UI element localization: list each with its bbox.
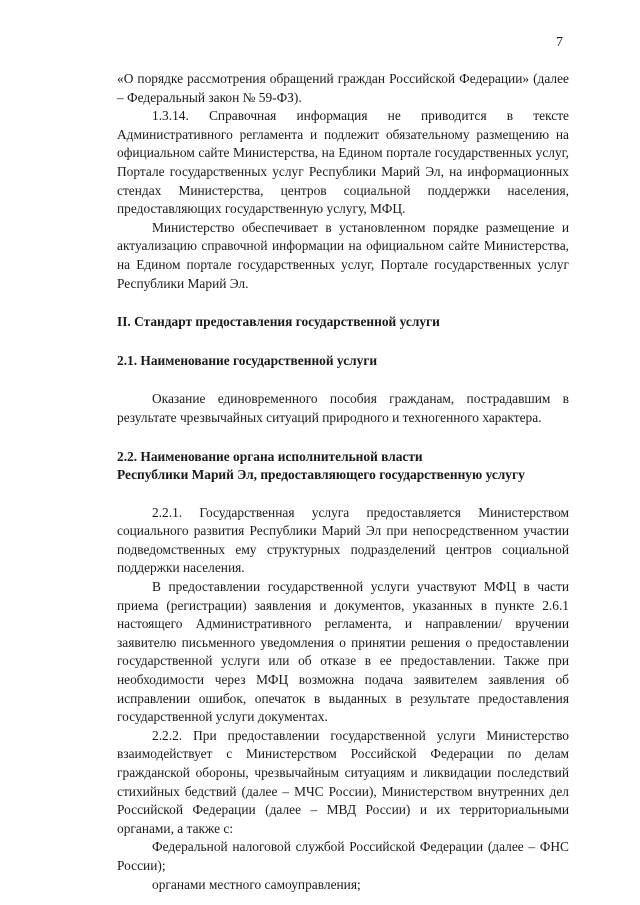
page-number: 7 [556,35,563,50]
paragraph-mfc-participation: В предоставлении государственной услуги участвуют МФЦ в части приема (регистрации) заявления и документов, указанных в пункте 2.6.1 настоящего Административного регламента, и направлении/ вручении заявителю письменного уведомления о принятии решения о предоставлении государственной услуги или об отказе в ее предоставлении. Также при необходимости через МФЦ возможна подача заявителем заявления об исправлении ошибок, опечаток в выданных в результате предоставления государственной услуги документах. [117,579,569,725]
section-heading: II. Стандарт предоставления государственной услуги [117,314,440,330]
subheading-authority-line2: Республики Марий Эл, предоставляющего государственную услугу [117,467,525,483]
paragraph-law-reference: «О порядке рассмотрения обращений граждан Российской Федерации» (далее – Федеральный закон № 59-ФЗ). [117,71,569,105]
paragraph-2-2-1: 2.2.1. Государственная услуга предоставляется Министерством социального развития Республики Марий Эл при непосредственном участии подведомственных ему структурных подразделений центров социальной поддержки населения. [117,504,569,576]
subheading-authority-line1: 2.2. Наименование органа исполнительной власти [117,448,423,464]
paragraph-local-government: органами местного самоуправления; [152,876,361,892]
paragraph-reference-info: 1.3.14. Справочная информация не приводится в тексте Административного регламента и подлежит обязательному размещению на официальном сайте Министерства, на Едином портале государственных услуг, Портале государственных услуг Республики Марий Эл, на информационных стендах Министерства, центров социальной поддержки населения, предоставляющих государственную услугу, МФЦ. [117,108,569,217]
paragraph-fns: Федеральной налоговой службой Российской Федерации (далее – ФНС России); [117,839,569,873]
document-body [117,70,569,894]
subheading-service-name: 2.1. Наименование государственной услуги [117,352,378,368]
paragraph-service-description: Оказание единовременного пособия гражданам, пострадавшим в результате чрезвычайных ситуаций природного и техногенного характера. [117,391,569,425]
paragraph-ministry-publishing: Министерство обеспечивает в установленном порядке размещение и актуализацию справочной информации на официальном сайте Министерства, на Едином портале государственных услуг, Портале государственных услуг Республики Марий Эл. [117,219,569,291]
paragraph-2-2-2: 2.2.2. При предоставлении государственной услуги Министерство взаимодействует с Министерством Российской Федерации по делам гражданской обороны, чрезвычайным ситуациям и ликвидации последствий стихийных бедствий (далее – МЧС России), Министерством внутренних дел Российской Федерации (далее – МВД России) и их территориальными органами, а также с: [117,727,569,836]
